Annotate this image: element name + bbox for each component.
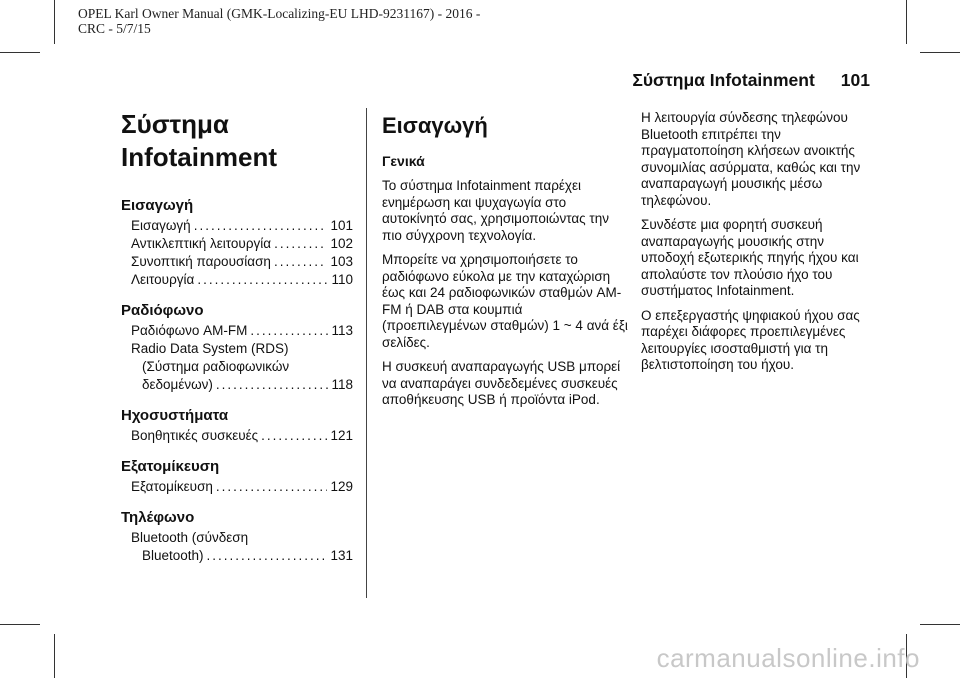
leader-dots	[261, 427, 327, 445]
paragraph: Συνδέστε μια φορητή συσκευή αναπαραγωγής μουσικής στην υποδοχή εξωτερικής πηγής ήχου και απολαύστε τον πλούσιο ήχο του συστήματος Infotainment.	[641, 217, 859, 298]
paragraph: Ο επεξεργαστής ψηφιακού ήχου σας παρέχει διάφορες προεπιλεγμένες λειτουργίες ισοσταθμιστή για τη βελτιστοποίηση του ήχου.	[641, 307, 860, 372]
section-title: Εισαγωγή	[382, 113, 488, 138]
paragraph: Η συσκευή αναπαραγωγής USB μπορεί να αναπαράγει συνδεδεμένες συσκευές αποθήκευσης USB ή προϊόντα iPod.	[382, 359, 621, 407]
toc-entry-page: 101	[330, 218, 353, 233]
watermark: carmanualsonline.info	[656, 643, 920, 673]
toc-section-title: Τηλέφωνο	[121, 509, 195, 526]
toc-section-title: Ραδιόφωνο	[121, 302, 204, 319]
toc-entry-page: 121	[330, 428, 353, 443]
body-column	[641, 110, 873, 382]
toc-entry-page: 131	[330, 548, 353, 563]
toc-entry[interactable]	[121, 271, 353, 289]
crop-mark	[906, 0, 907, 44]
toc-entry[interactable]	[121, 217, 353, 235]
toc-entry[interactable]	[121, 253, 353, 271]
toc-entry-page: 110	[331, 272, 353, 287]
toc-entry-label: (Σύστημα ραδιοφωνικών	[142, 359, 290, 374]
crop-mark	[920, 52, 960, 53]
running-title: Σύστημα Infotainment	[632, 70, 815, 90]
paragraph: Μπορείτε να χρησιμοποιήσετε το ραδιόφωνο εύκολα με την καταχώριση έως και 24 ραδιοφωνικών σταθμών AM-FM ή DAB στα κουμπιά (προεπιλεγμένων σταθμών) 1 ~ 4 ανά έξι σελίδες.	[382, 252, 628, 350]
toc-entry[interactable]	[121, 235, 353, 253]
chapter-title	[121, 108, 353, 174]
toc-entry-last-line	[121, 547, 353, 565]
toc-entry-label: Αντικλεπτική λειτουργία	[131, 236, 272, 251]
toc-entry[interactable]	[121, 478, 353, 496]
intro-column	[382, 108, 630, 417]
toc-entry[interactable]	[121, 340, 353, 394]
toc-entry[interactable]	[121, 322, 353, 340]
crop-mark	[0, 624, 40, 625]
leader-dots	[194, 217, 328, 235]
toc-entry-label: Συνοπτική παρουσίαση	[131, 254, 271, 269]
paragraph: Η λειτουργία σύνδεσης τηλεφώνου Bluetooth επιτρέπει την πραγματοποίηση κλήσεων ανοικτής συνομιλίας ασύρματα, καθώς και την αναπαραγωγή μουσικής μέσω τηλεφώνου.	[641, 110, 861, 208]
toc-entry[interactable]	[121, 529, 353, 565]
toc-section	[121, 301, 353, 394]
meta-line: CRC - 5/7/15	[78, 21, 151, 36]
toc-section	[121, 457, 353, 496]
toc-entry-label: Bluetooth (σύνδεση	[131, 530, 249, 545]
subsection-title: Γενικά	[382, 153, 425, 169]
leader-dots	[216, 376, 329, 394]
crop-mark	[54, 0, 55, 44]
paragraph: Το σύστημα Infotainment παρέχει ενημέρωση και ψυχαγωγία στο αυτοκίνητό σας, χρησιμοποιώντας την πιο σύγχρονη τεχνολογία.	[382, 178, 609, 243]
leader-dots	[274, 235, 327, 253]
chapter-title-line: Σύστημα	[121, 109, 229, 139]
toc-entry-page: 113	[331, 323, 353, 338]
toc-entry-last-line	[121, 376, 353, 394]
toc-entry[interactable]	[121, 427, 353, 445]
chapter-title-line: Infotainment	[121, 142, 277, 172]
table-of-contents	[121, 108, 353, 577]
toc-entry-label: δεδομένων)	[142, 377, 213, 392]
toc-section-title: Ηχοσυστήματα	[121, 407, 229, 424]
toc-entry-page: 129	[330, 479, 353, 494]
leader-dots	[250, 322, 328, 340]
toc-entry-label: Βοηθητικές συσκευές	[131, 428, 259, 443]
meta-line: OPEL Karl Owner Manual (GMK-Localizing-EU LHD-9231167) - 2016 -	[78, 6, 481, 21]
toc-entry-label: Bluetooth)	[142, 548, 204, 563]
toc-entry-page: 118	[331, 377, 353, 392]
toc-entry-page: 103	[330, 254, 353, 269]
toc-entry-page: 102	[330, 236, 353, 251]
toc-section	[121, 196, 353, 289]
toc-entry-label: Radio Data System (RDS)	[131, 341, 289, 356]
toc-entry-label: Εξατομίκευση	[131, 479, 213, 494]
toc-section	[121, 406, 353, 445]
column-divider	[366, 108, 367, 598]
crop-mark	[54, 634, 55, 678]
toc-entry-label: Λειτουργία	[131, 272, 195, 287]
leader-dots	[207, 547, 328, 565]
toc-section-title: Εξατομίκευση	[121, 458, 220, 475]
toc-entry-label: Ραδιόφωνο AM-FM	[131, 323, 248, 338]
toc-section	[121, 508, 353, 565]
page-number: 101	[840, 70, 870, 90]
crop-mark	[0, 52, 40, 53]
leader-dots	[197, 271, 328, 289]
toc-entry-label: Εισαγωγή	[131, 218, 191, 233]
leader-dots	[274, 253, 328, 271]
toc-section-title: Εισαγωγή	[121, 197, 194, 214]
running-header	[632, 70, 870, 91]
leader-dots	[216, 478, 328, 496]
crop-mark	[920, 624, 960, 625]
document-meta	[78, 6, 480, 36]
